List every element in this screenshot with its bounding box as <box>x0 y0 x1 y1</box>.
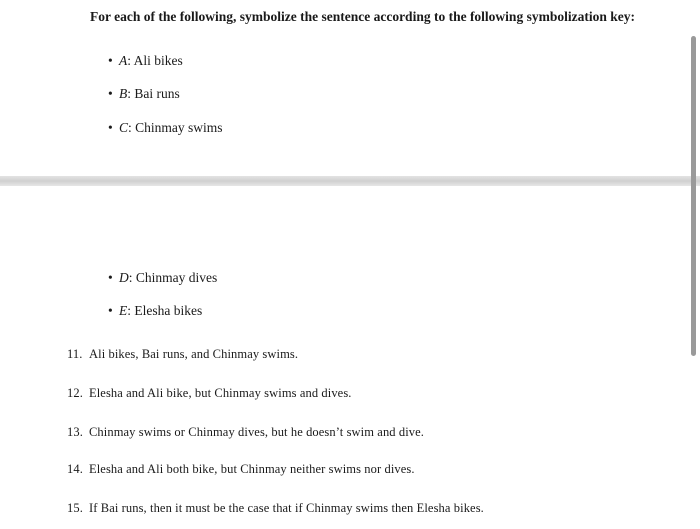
key-item-c <box>108 120 223 136</box>
problem-number: 14. <box>67 462 83 476</box>
problem-15 <box>67 501 484 516</box>
problem-text: Chinmay swims or Chinmay dives, but he doesn’t swim and dive. <box>89 425 425 439</box>
problem-text: If Bai runs, then it must be the case that if Chinmay swims then Elesha bikes. <box>89 501 484 515</box>
bullet: • <box>108 270 113 285</box>
page-top <box>0 0 700 176</box>
problem-14 <box>67 462 415 477</box>
key-letter: E <box>119 303 128 318</box>
problem-number: 13. <box>67 425 83 439</box>
problem-text: Elesha and Ali both bike, but Chinmay neither swims nor dives. <box>89 462 415 476</box>
problem-12 <box>67 386 352 401</box>
bullet: • <box>108 86 113 101</box>
key-item-d <box>108 270 217 286</box>
page-bottom <box>0 186 700 529</box>
key-text: : Chinmay dives <box>128 270 218 285</box>
bullet: • <box>108 53 113 68</box>
key-text: : Chinmay swims <box>128 120 223 135</box>
key-letter: C <box>119 120 129 135</box>
bullet: • <box>108 120 113 135</box>
key-text: : Bai runs <box>127 86 180 101</box>
problem-number: 12. <box>67 386 83 400</box>
key-item-a <box>108 53 183 69</box>
problem-number: 15. <box>67 501 83 515</box>
key-letter: D <box>119 270 129 285</box>
key-item-e <box>108 303 202 319</box>
problem-text: Elesha and Ali bike, but Chinmay swims and dives. <box>89 386 352 400</box>
problem-13 <box>67 425 424 440</box>
problem-11 <box>67 347 298 362</box>
page-divider <box>0 176 700 186</box>
key-letter: B <box>119 86 128 101</box>
key-item-b <box>108 86 180 102</box>
key-text: : Elesha bikes <box>127 303 203 318</box>
key-letter: A <box>119 53 128 68</box>
problem-number: 11. <box>67 347 83 361</box>
scrollbar[interactable] <box>691 36 696 356</box>
bullet: • <box>108 303 113 318</box>
key-text: : Ali bikes <box>127 53 183 68</box>
instructions-heading: For each of the following, symbolize the sentence according to the following symbolization key: <box>90 9 635 24</box>
problem-text: Ali bikes, Bai runs, and Chinmay swims. <box>89 347 299 361</box>
